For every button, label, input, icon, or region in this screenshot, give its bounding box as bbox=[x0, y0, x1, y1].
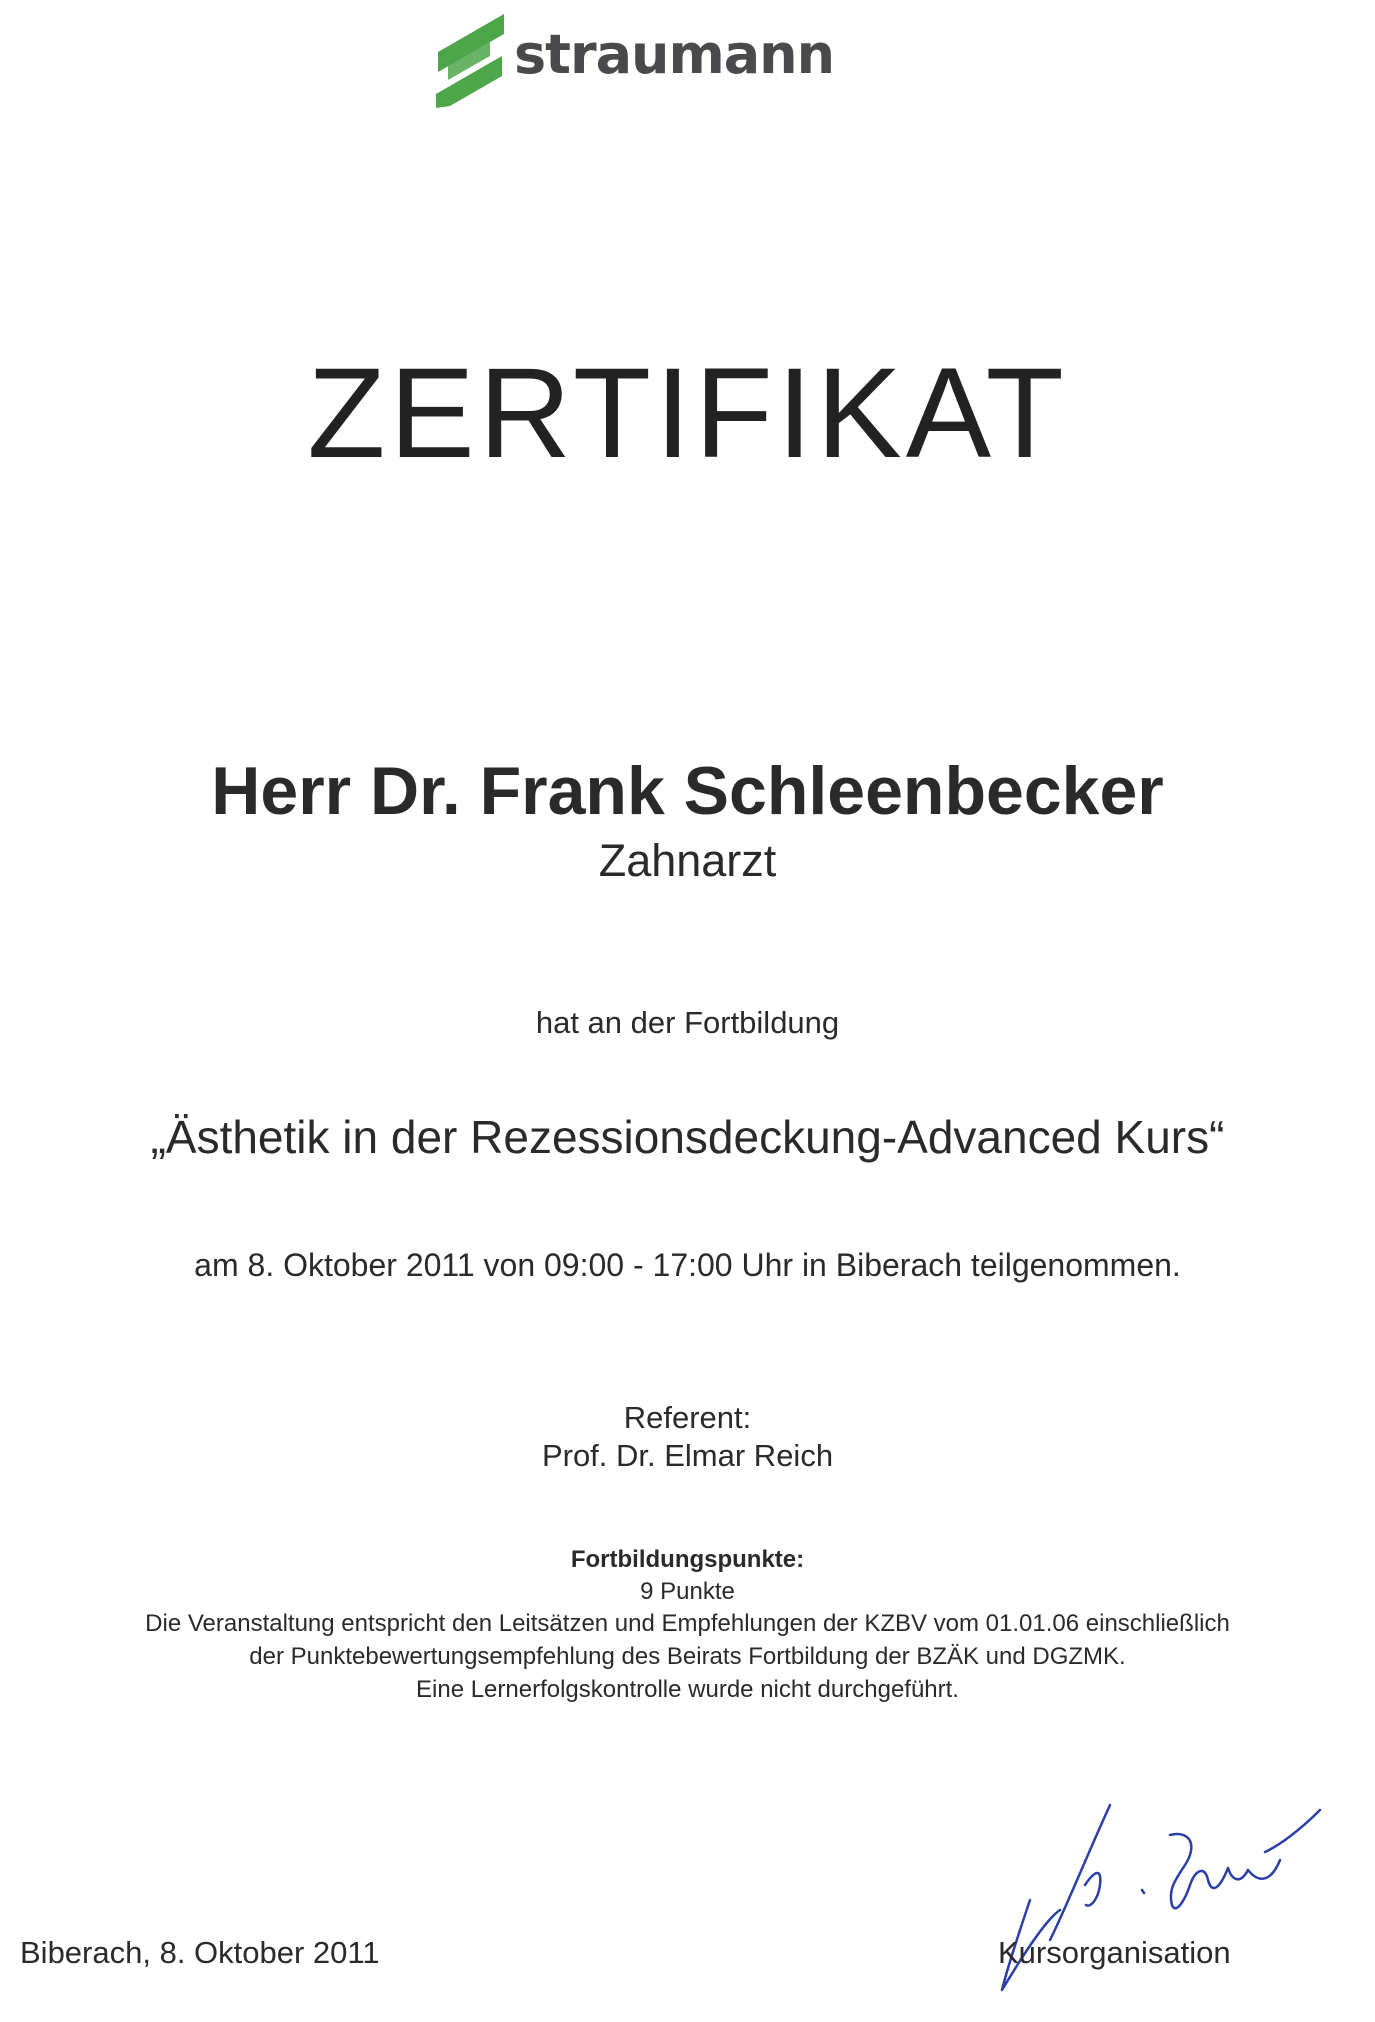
referent-name: Prof. Dr. Elmar Reich bbox=[541, 1438, 834, 1473]
certificate-title: ZERTIFIKAT bbox=[307, 342, 1068, 485]
logo-wordmark: straumann bbox=[514, 22, 835, 86]
intro-text: hat an der Fortbildung bbox=[535, 1005, 840, 1040]
course-date-line: am 8. Oktober 2011 von 09:00 - 17:00 Uhr in Biberach teilgenommen. bbox=[194, 1247, 1181, 1283]
points-note-line: Die Veranstaltung entspricht den Leitsätzen und Empfehlungen der KZBV vom 01.01.06 einschließlich bbox=[145, 1610, 1230, 1637]
straumann-s-icon bbox=[430, 12, 510, 108]
course-organisation-label: Kursorganisation bbox=[998, 1935, 1231, 1970]
recipient-profession: Zahnarzt bbox=[598, 835, 777, 886]
points-label: Fortbildungspunkte: bbox=[570, 1546, 805, 1573]
points-note-line: Eine Lernerfolgskontrolle wurde nicht durchgeführt. bbox=[416, 1676, 959, 1703]
points-value: 9 Punkte bbox=[640, 1578, 735, 1605]
course-title: „Ästhetik in der Rezessionsdeckung-Advanced Kurs“ bbox=[150, 1111, 1225, 1163]
straumann-logo bbox=[430, 10, 834, 110]
referent-label: Referent: bbox=[623, 1400, 752, 1435]
recipient-name: Herr Dr. Frank Schleenbecker bbox=[211, 753, 1164, 829]
place-date: Biberach, 8. Oktober 2011 bbox=[20, 1935, 380, 1970]
points-note-line: der Punktebewertungsempfehlung des Beirats Fortbildung der BZÄK und DGZMK. bbox=[249, 1643, 1126, 1670]
handwritten-signature bbox=[990, 1790, 1350, 2010]
